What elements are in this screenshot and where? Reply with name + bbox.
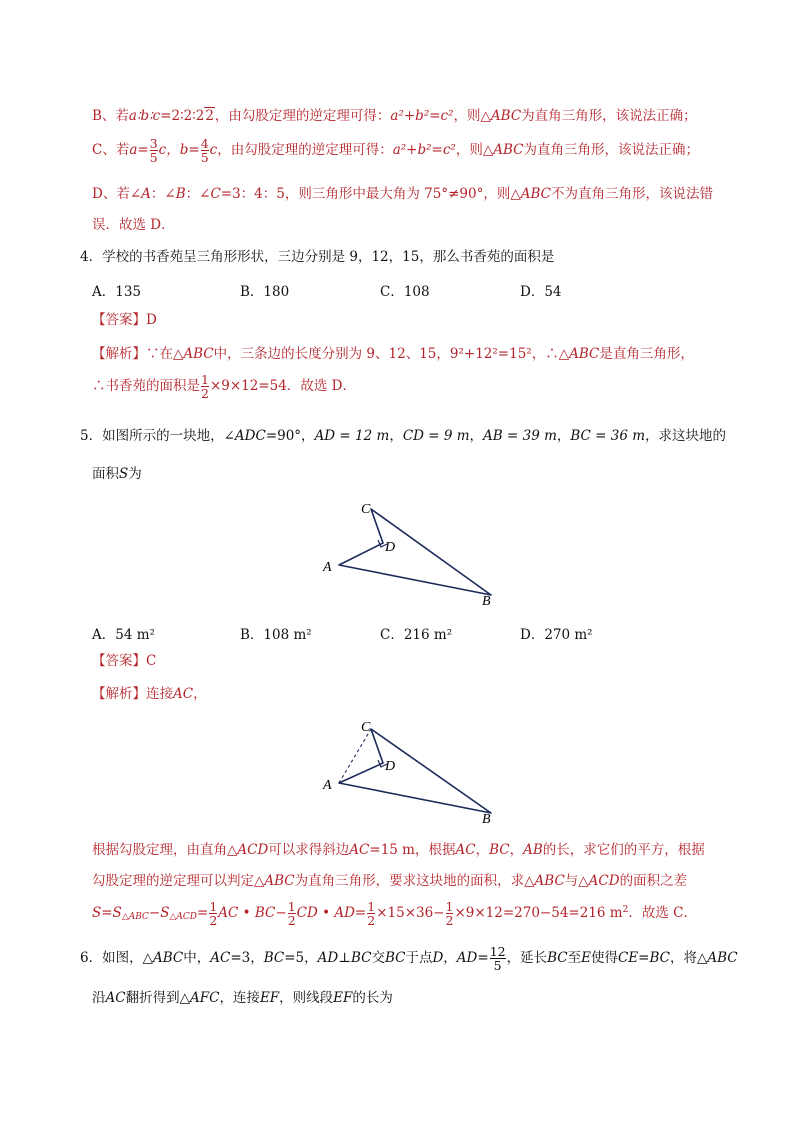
q5-analysis-label-c: C (361, 720, 371, 735)
q5-figure-quadrilateral (339, 509, 491, 595)
q4-option-d[interactable]: D．54 (520, 284, 562, 300)
q5-analysis-label-a: A (323, 778, 332, 793)
q5-answer: 【答案】C (92, 653, 157, 669)
q5-stem-line1: 5．如图所示的一块地，∠ADC=90°，AD = 12 m，CD = 9 m，AB = 39 m，BC = 36 m，求这块地的 (80, 428, 727, 444)
q5-analysis-line1: 根据勾股定理，由直角△ACD可以求得斜边AC=15 m，根据AC，BC，AB的长，求它们的平方，根据 (92, 842, 705, 858)
q3-line-c: C、若a= $\frac{3}{5}$ c，b= $\frac{4}{5}$ c，由勾股定理的逆定理可得：a²+b²=c²，则△ABC为直角三角形，该说法正确； (92, 136, 699, 166)
q5-label-c: C (361, 502, 371, 517)
q5-analysis-line2: 勾股定理的逆定理可以判定△ABC为直角三角形，要求这块地的面积，求△ABC与△ACD的面积之差 (92, 873, 688, 889)
q5-label-b: B (482, 594, 491, 609)
q5-analysis-figure (315, 713, 500, 828)
q4-answer: 【答案】D (92, 312, 157, 328)
q5-stem-line2: 面积S为 (92, 466, 142, 482)
q3-line-d: D、若∠A：∠B：∠C=3：4：5，则三角形中最大角为 75°≠90°，则△ABC不为直角三角形，该说法错 (92, 186, 713, 202)
q5-option-d[interactable]: D．270 m² (520, 627, 593, 643)
q5-label-d: D (385, 540, 396, 555)
q4-option-b[interactable]: B．180 (240, 284, 290, 300)
q4-option-a[interactable]: A．135 (92, 284, 142, 300)
q3-line-d-cont: 误．故选 D． (92, 217, 175, 233)
q5-analysis-line3: $S=S_{\triangle ABC}-S_{\triangle ACD}=$ $\frac{1}{2}$ AC • BC− $\frac{1}{2}$ CD • AD= $\frac{1}{2}$ ×15×36− $\frac{1}{2}$ ×9×12=270−54=216 $m^2$．故选 C． (92, 899, 697, 929)
q3-line-b: B、若a∶b∶c=2∶2∶22，由勾股定理的逆定理可得：a²+b²=c²，则△ABC为直角三角形，该说法正确； (92, 108, 697, 124)
q4-option-c[interactable]: C．108 (380, 284, 430, 300)
q5-figure (315, 495, 500, 610)
q5-option-a[interactable]: A．54 m² (92, 627, 155, 643)
q4-stem: 4．学校的书香苑呈三角形形状，三边分别是 9，12，15，那么书香苑的面积是 (80, 249, 555, 265)
q6-stem-line2: 沿AC翻折得到△AFC，连接EF，则线段EF的长为 (92, 990, 393, 1006)
q5-analysis-figure-quadrilateral (339, 729, 491, 813)
q4-analysis-line1: 【解析】∵在△ABC中，三条边的长度分别为 9、12、15，9²+12²=15²，∴△ABC是直角三角形， (92, 346, 694, 362)
q5-analysis-intro: 【解析】连接AC， (92, 686, 207, 702)
q5-option-c[interactable]: C．216 m² (380, 627, 453, 643)
q5-label-a: A (323, 560, 332, 575)
q4-analysis-line2: ∴书香苑的面积是 $\frac{1}{2}$ ×9×12=54．故选 D． (92, 372, 356, 402)
q5-analysis-label-b: B (482, 812, 491, 827)
q5-option-b[interactable]: B．108 m² (240, 627, 312, 643)
q5-analysis-label-d: D (385, 759, 396, 774)
q6-stem-line1: 6．如图，△ABC中，AC=3，BC=5，AD⊥BC交BC于点D，AD= $\frac{12}{5}$ ，延长BC至E使得CE=BC，将△ABC (80, 944, 738, 974)
